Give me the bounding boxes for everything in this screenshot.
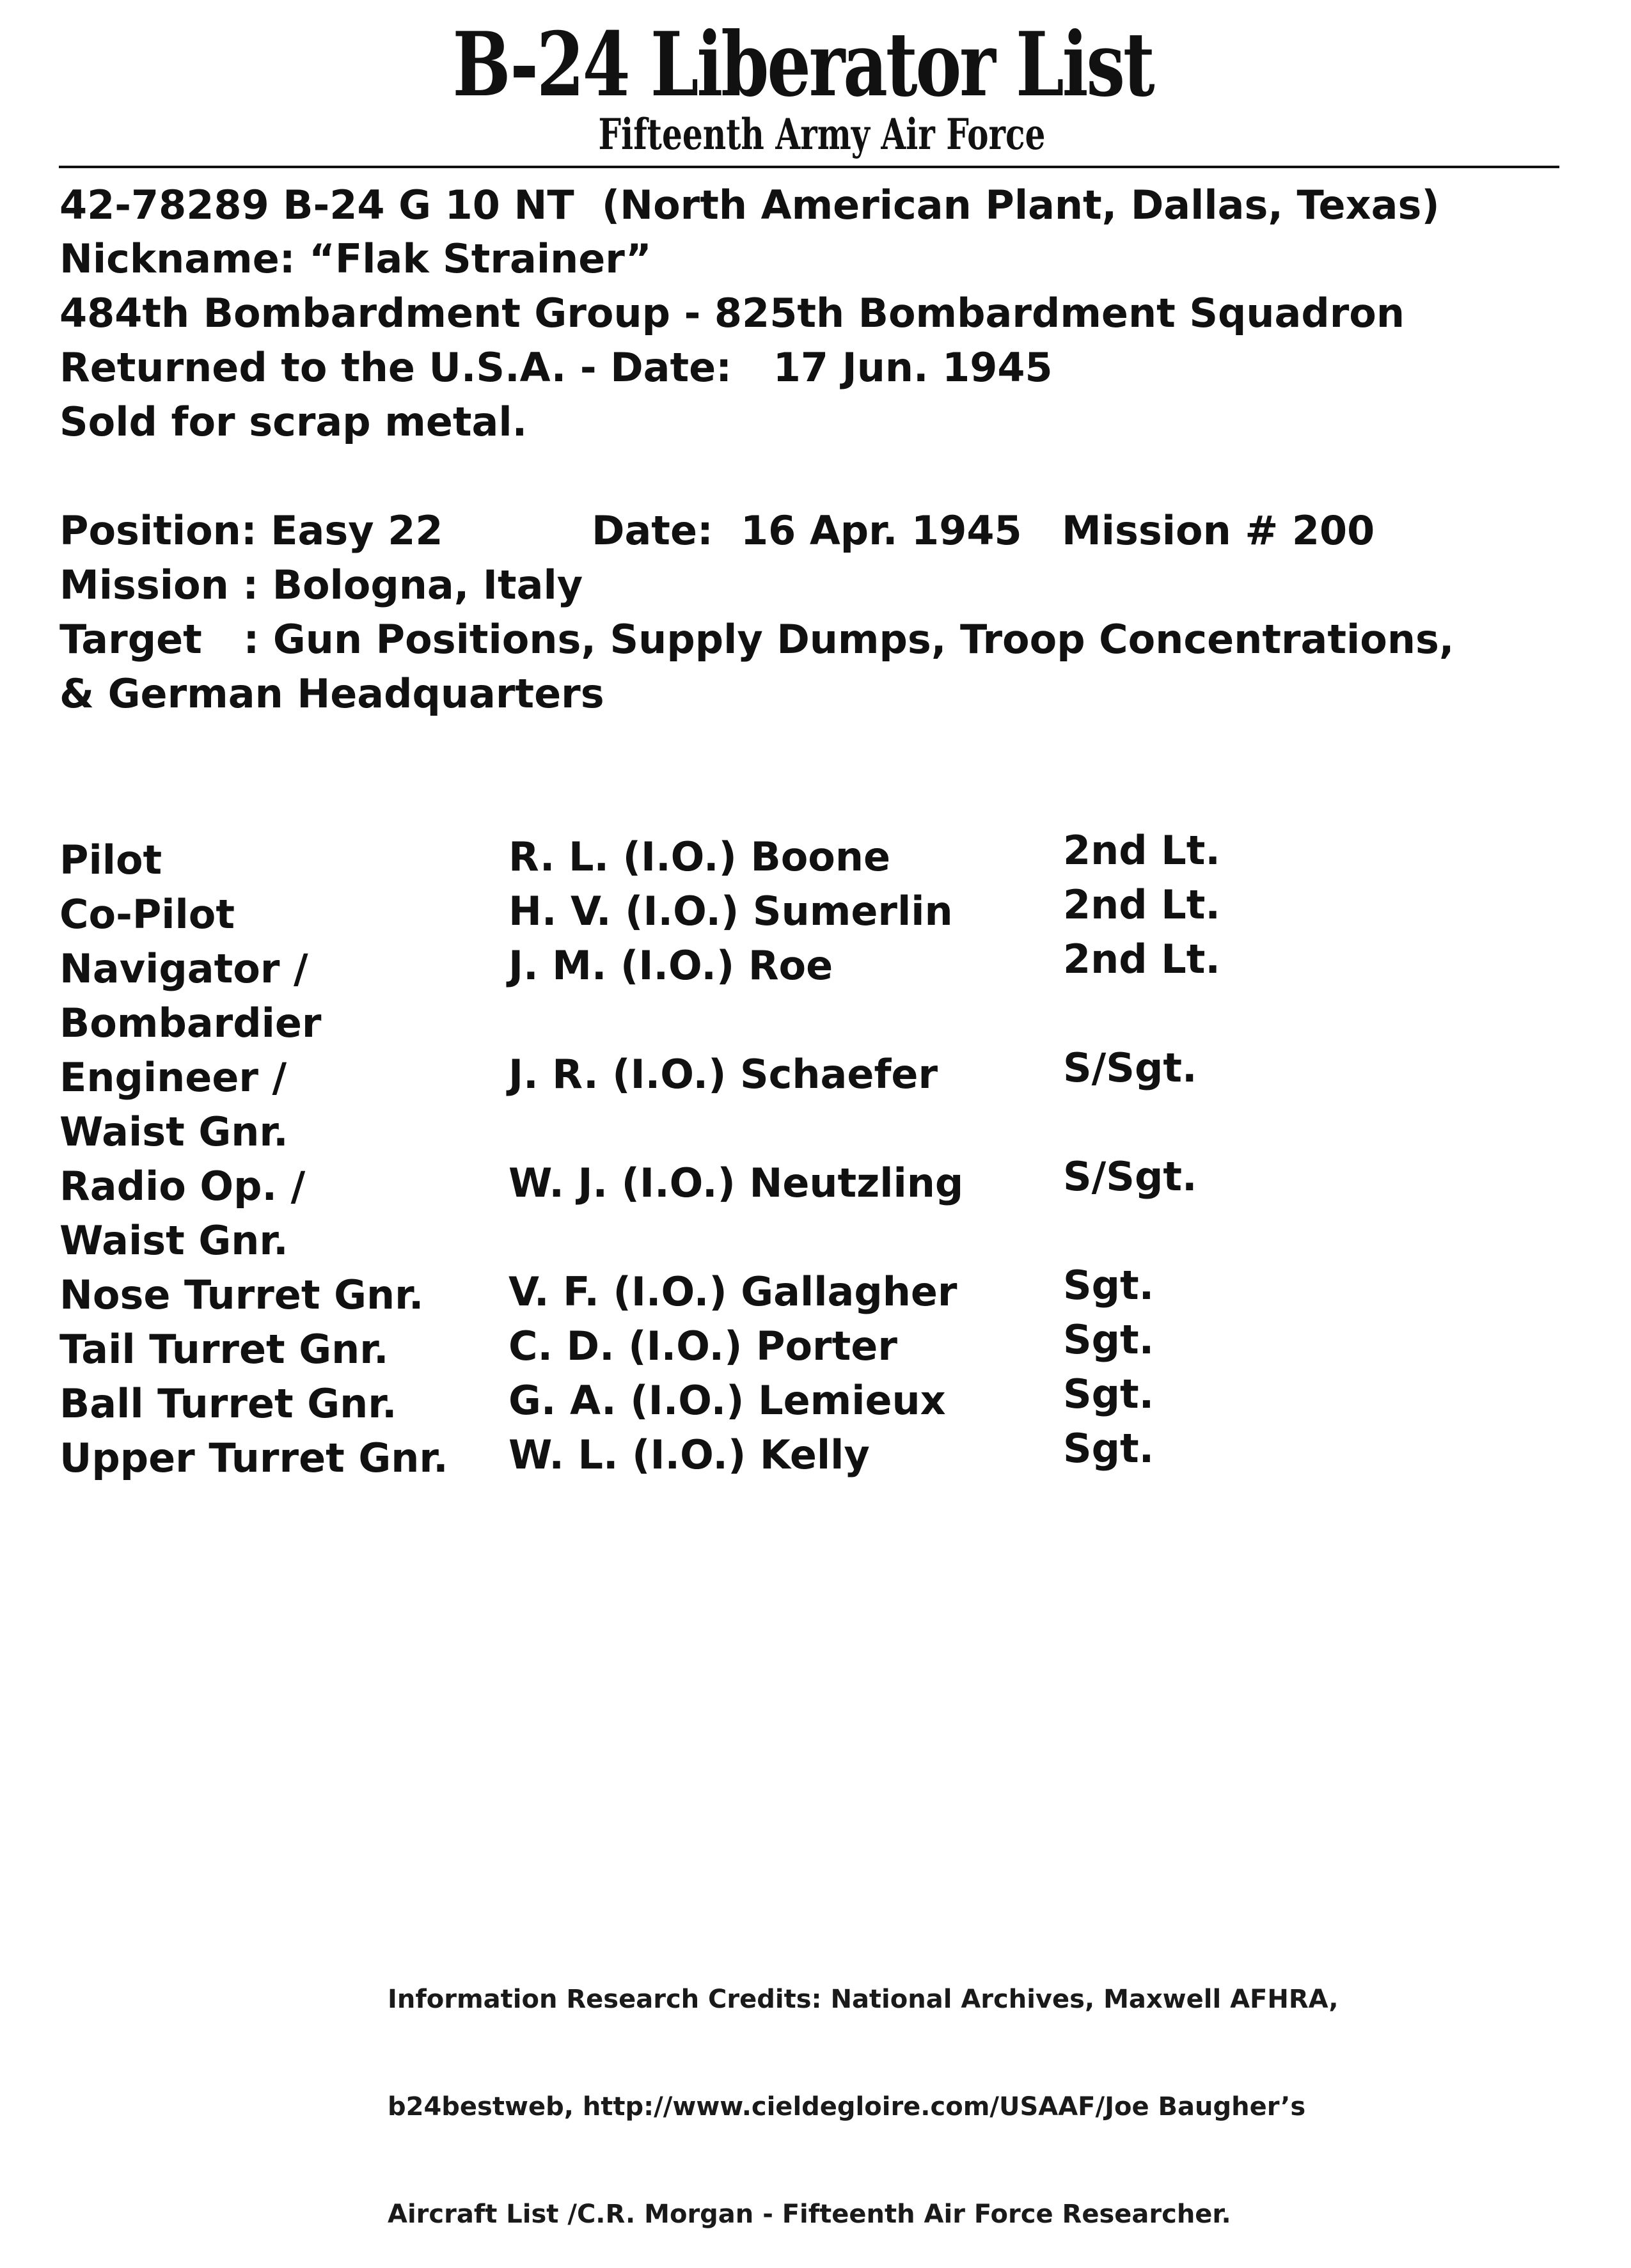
crew-rank: 2nd Lt. <box>1063 881 1220 928</box>
crew-rank: Sgt. <box>1063 1316 1154 1363</box>
page-subtitle: Fifteenth Army Air Force <box>598 109 1046 159</box>
mission-target: Target : Gun Positions, Supply Dumps, Troop Concentrations, <box>59 616 1454 663</box>
crew-role: Navigator / Bombardier <box>59 945 322 1046</box>
crew-name: W. J. (I.O.) Neutzling <box>508 1160 964 1206</box>
crew-name: R. L. (I.O.) Boone <box>508 833 891 880</box>
crew-rank: Sgt. <box>1063 1262 1154 1309</box>
crew-role: Engineer / Waist Gnr. <box>59 1054 288 1155</box>
crew-rank: Sgt. <box>1063 1425 1154 1472</box>
crew-role: Nose Turret Gnr. <box>59 1272 424 1318</box>
crew-role: Upper Turret Gnr. <box>59 1435 448 1481</box>
crew-name: V. F. (I.O.) Gallagher <box>508 1268 957 1315</box>
crew-name: H. V. (I.O.) Sumerlin <box>508 888 953 934</box>
crew-rank: Sgt. <box>1063 1371 1154 1417</box>
crew-name: W. L. (I.O.) Kelly <box>508 1431 870 1478</box>
crew-name: J. M. (I.O.) Roe <box>508 942 833 989</box>
mission-target-continued: & German Headquarters <box>59 670 604 717</box>
crew-rank: 2nd Lt. <box>1063 936 1220 982</box>
page-title: B-24 Liberator List <box>452 12 1153 116</box>
mission-date: Date: 16 Apr. 1945 <box>592 507 1022 554</box>
crew-name: J. R. (I.O.) Schaefer <box>508 1051 938 1098</box>
unit-line: 484th Bombardment Group - 825th Bombardment Squadron <box>59 290 1405 336</box>
fate-line: Sold for scrap metal. <box>59 398 528 445</box>
mission-position: Position: Easy 22 <box>59 507 443 554</box>
crew-role: Pilot <box>59 837 162 883</box>
mission-location: Mission : Bologna, Italy <box>59 562 583 608</box>
crew-role: Tail Turret Gnr. <box>59 1326 389 1373</box>
nickname-line: Nickname: “Flak Strainer” <box>59 235 652 282</box>
credits-line: Information Research Credits: National Archives, Maxwell AFHRA, <box>388 1985 1339 2014</box>
mission-number: Mission # 200 <box>1062 507 1375 554</box>
credits-line: Aircraft List /C.R. Morgan - Fifteenth Air Force Researcher. <box>388 2200 1231 2229</box>
crew-role: Co-Pilot <box>59 891 235 938</box>
serial-line: 42-78289 B-24 G 10 NT (North American Plant, Dallas, Texas) <box>59 182 1440 228</box>
crew-name: G. A. (I.O.) Lemieux <box>508 1377 946 1424</box>
crew-role: Ball Turret Gnr. <box>59 1380 397 1427</box>
crew-rank: 2nd Lt. <box>1063 827 1220 874</box>
crew-rank: S/Sgt. <box>1063 1044 1197 1091</box>
header-divider <box>59 166 1559 168</box>
credits-line: b24bestweb, http://www.cieldegloire.com/USAAF/Joe Baugher’s <box>388 2092 1306 2122</box>
crew-role: Radio Op. / Waist Gnr. <box>59 1163 306 1264</box>
crew-rank: S/Sgt. <box>1063 1153 1197 1200</box>
crew-name: C. D. (I.O.) Porter <box>508 1323 897 1369</box>
research-credits <box>388 1910 1339 2268</box>
returned-line: Returned to the U.S.A. - Date: 17 Jun. 1945 <box>59 344 1053 391</box>
